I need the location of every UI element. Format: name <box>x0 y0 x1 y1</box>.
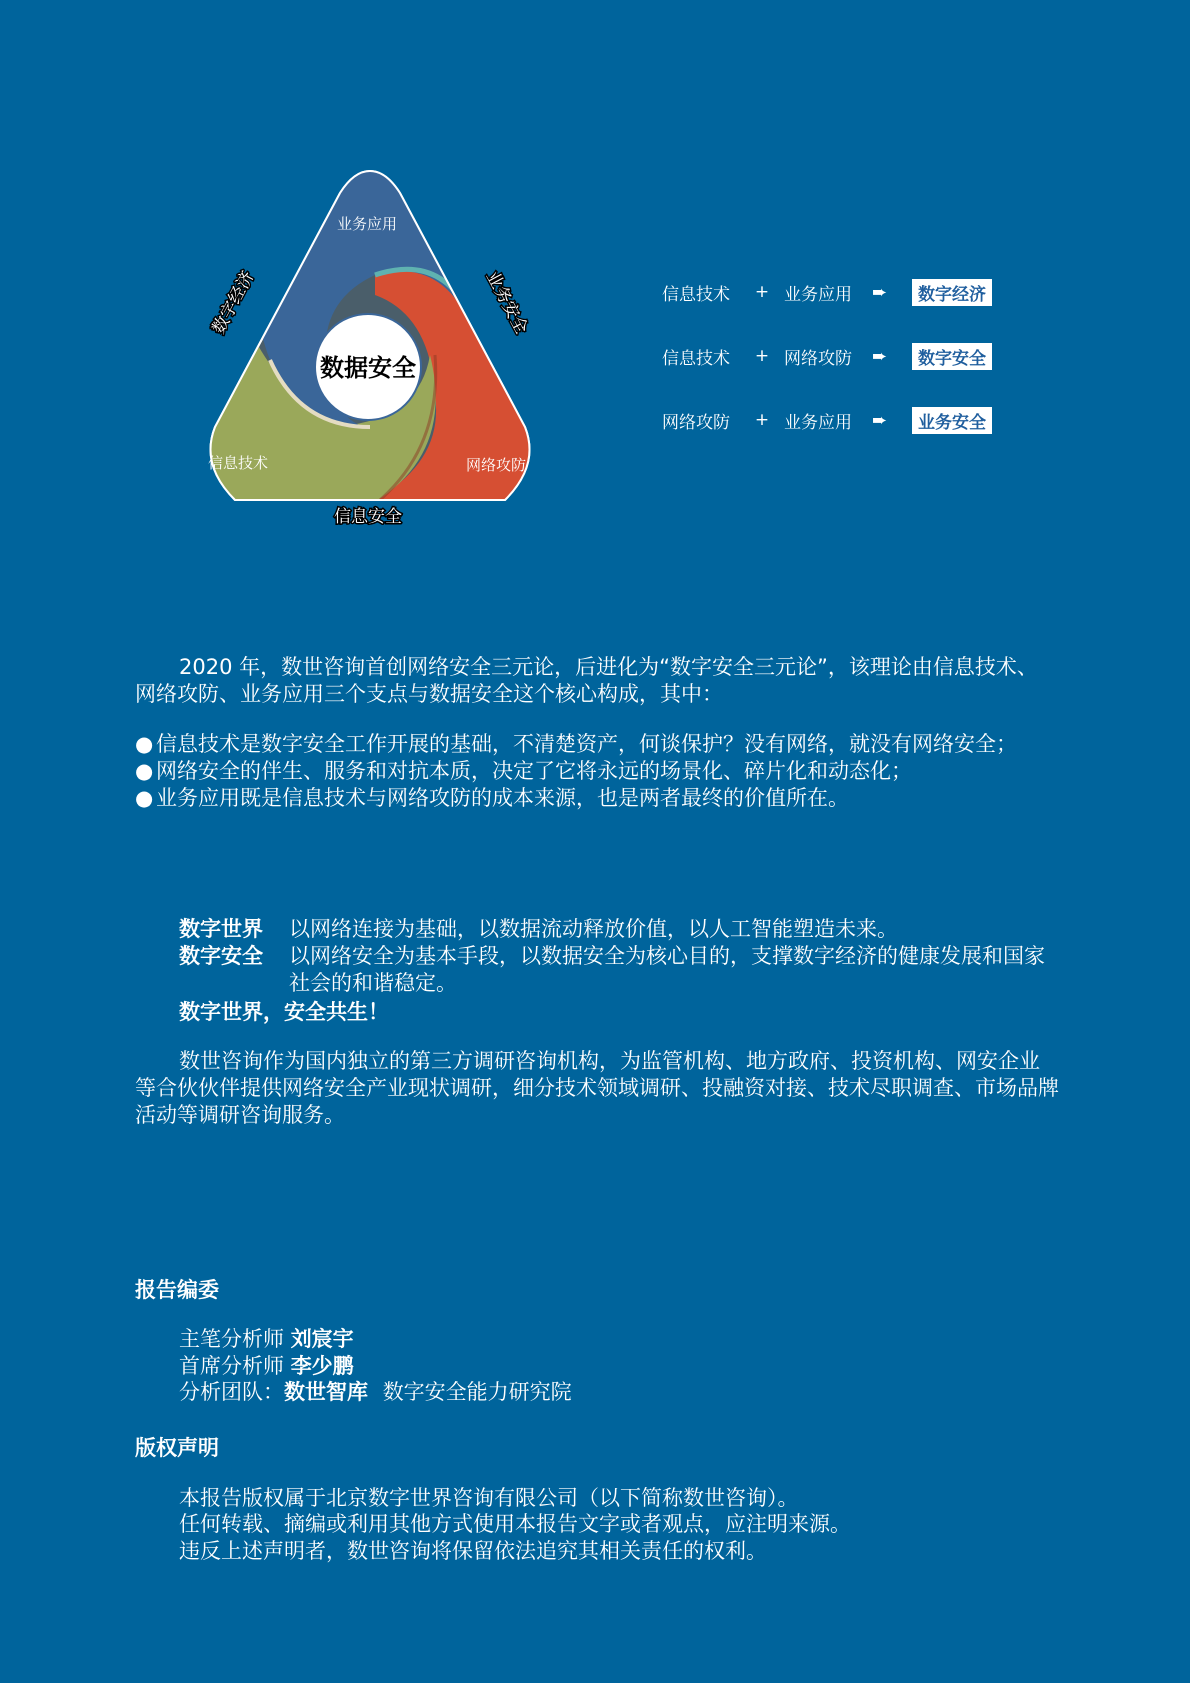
formula-term-b: 业务应用 <box>784 284 852 305</box>
credit-chief <box>179 1353 354 1380</box>
definition-desc: 以网络安全为基本手段，以数据安全为核心目的，支撑数字经济的健康发展和国家社会的和谐稳定。 <box>289 944 1045 995</box>
bullet-list <box>135 731 1065 812</box>
formula-result: 数字经济 <box>912 279 992 306</box>
about-paragraph: 数世咨询作为国内独立的第三方调研咨询机构，为监管机构、地方政府、投资机构、网安企业等合伙伙伴提供网络安全产业现状调研，细分技术领域调研、投融资对接、技术尽职调查、市场品牌活动等调研咨询服务。 <box>135 1049 1059 1127</box>
formula-plus: + <box>754 410 770 430</box>
credit-label: 主笔分析师 <box>179 1327 284 1351</box>
formula-row <box>662 280 992 304</box>
bullet-icon: ● <box>135 732 154 756</box>
list-item <box>135 758 1065 785</box>
formula-row <box>662 408 992 432</box>
edge-label-left: 数字经济 <box>208 267 259 338</box>
segment-label-top: 业务应用 <box>336 215 398 233</box>
credit-team <box>179 1379 572 1406</box>
copyright-line: 违反上述声明者，数世咨询将保留依法追究其相关责任的权利。 <box>179 1539 767 1563</box>
formula-term-b: 网络攻防 <box>784 348 852 369</box>
definition-term: 数字安全 <box>179 944 263 968</box>
copyright-heading: 版权声明 <box>135 1436 219 1460</box>
copyright-line: 本报告版权属于北京数字世界咨询有限公司（以下简称数世咨询）。 <box>179 1486 799 1510</box>
list-item <box>135 785 1065 812</box>
arrow-right-icon: ➨ <box>872 281 888 303</box>
formula-term-a: 网络攻防 <box>662 412 730 433</box>
definition-term: 数字世界 <box>179 917 263 941</box>
definition-row <box>179 943 1049 997</box>
intro-paragraph: 2020 年，数世咨询首创网络安全三元论，后进化为“数字安全三元论”，该理论由信息技术、网络攻防、业务应用三个支点与数据安全这个核心构成，其中： <box>135 655 1038 706</box>
credit-dept: 数字安全能力研究院 <box>382 1380 572 1404</box>
list-item <box>135 731 1065 758</box>
formula-plus: + <box>754 346 770 366</box>
formula-result: 数字安全 <box>912 343 992 370</box>
triad-svg <box>180 165 560 535</box>
arrow-right-icon: ➨ <box>872 345 888 367</box>
segment-label-right: 网络攻防 <box>465 456 527 474</box>
definition-desc: 以网络连接为基础，以数据流动释放价值，以人工智能塑造未来。 <box>289 917 898 941</box>
formula-result: 业务安全 <box>912 407 992 434</box>
credit-label: 分析团队： <box>179 1380 284 1404</box>
bullet-text: 网络安全的伴生、服务和对抗本质，决定了它将永远的场景化、碎片化和动态化； <box>156 759 912 783</box>
bullet-text: 信息技术是数字安全工作开展的基础，不清楚资产，何谈保护？没有网络，就没有网络安全； <box>156 732 1017 756</box>
bullet-icon: ● <box>135 786 154 810</box>
bullet-icon: ● <box>135 759 154 783</box>
credit-label: 首席分析师 <box>179 1354 284 1378</box>
segment-label-left: 信息技术 <box>207 454 269 472</box>
credit-name: 数世智库 <box>284 1380 368 1404</box>
formula-plus: + <box>754 282 770 302</box>
formula-term-a: 信息技术 <box>662 348 730 369</box>
formula-row <box>662 344 992 368</box>
formula-term-b: 业务应用 <box>784 412 852 433</box>
copyright-line: 任何转载、摘编或利用其他方式使用本报告文字或者观点，应注明来源。 <box>179 1512 851 1536</box>
formula-term-a: 信息技术 <box>662 284 730 305</box>
edge-label-bottom: 信息安全 <box>334 507 402 527</box>
bullet-text: 业务应用既是信息技术与网络攻防的成本来源，也是两者最终的价值所在。 <box>156 786 849 810</box>
definition-row <box>179 916 1049 943</box>
slogan: 数字世界，安全共生！ <box>179 1000 389 1024</box>
arrow-right-icon: ➨ <box>872 409 888 431</box>
credit-name: 刘宸宇 <box>290 1327 354 1351</box>
editorial-heading: 报告编委 <box>135 1278 219 1302</box>
credit-lead <box>179 1326 354 1353</box>
center-label: 数据安全 <box>320 354 416 382</box>
edge-label-right: 业务安全 <box>481 267 532 338</box>
credit-name: 李少鹏 <box>290 1354 354 1378</box>
security-triad-diagram <box>180 165 560 535</box>
